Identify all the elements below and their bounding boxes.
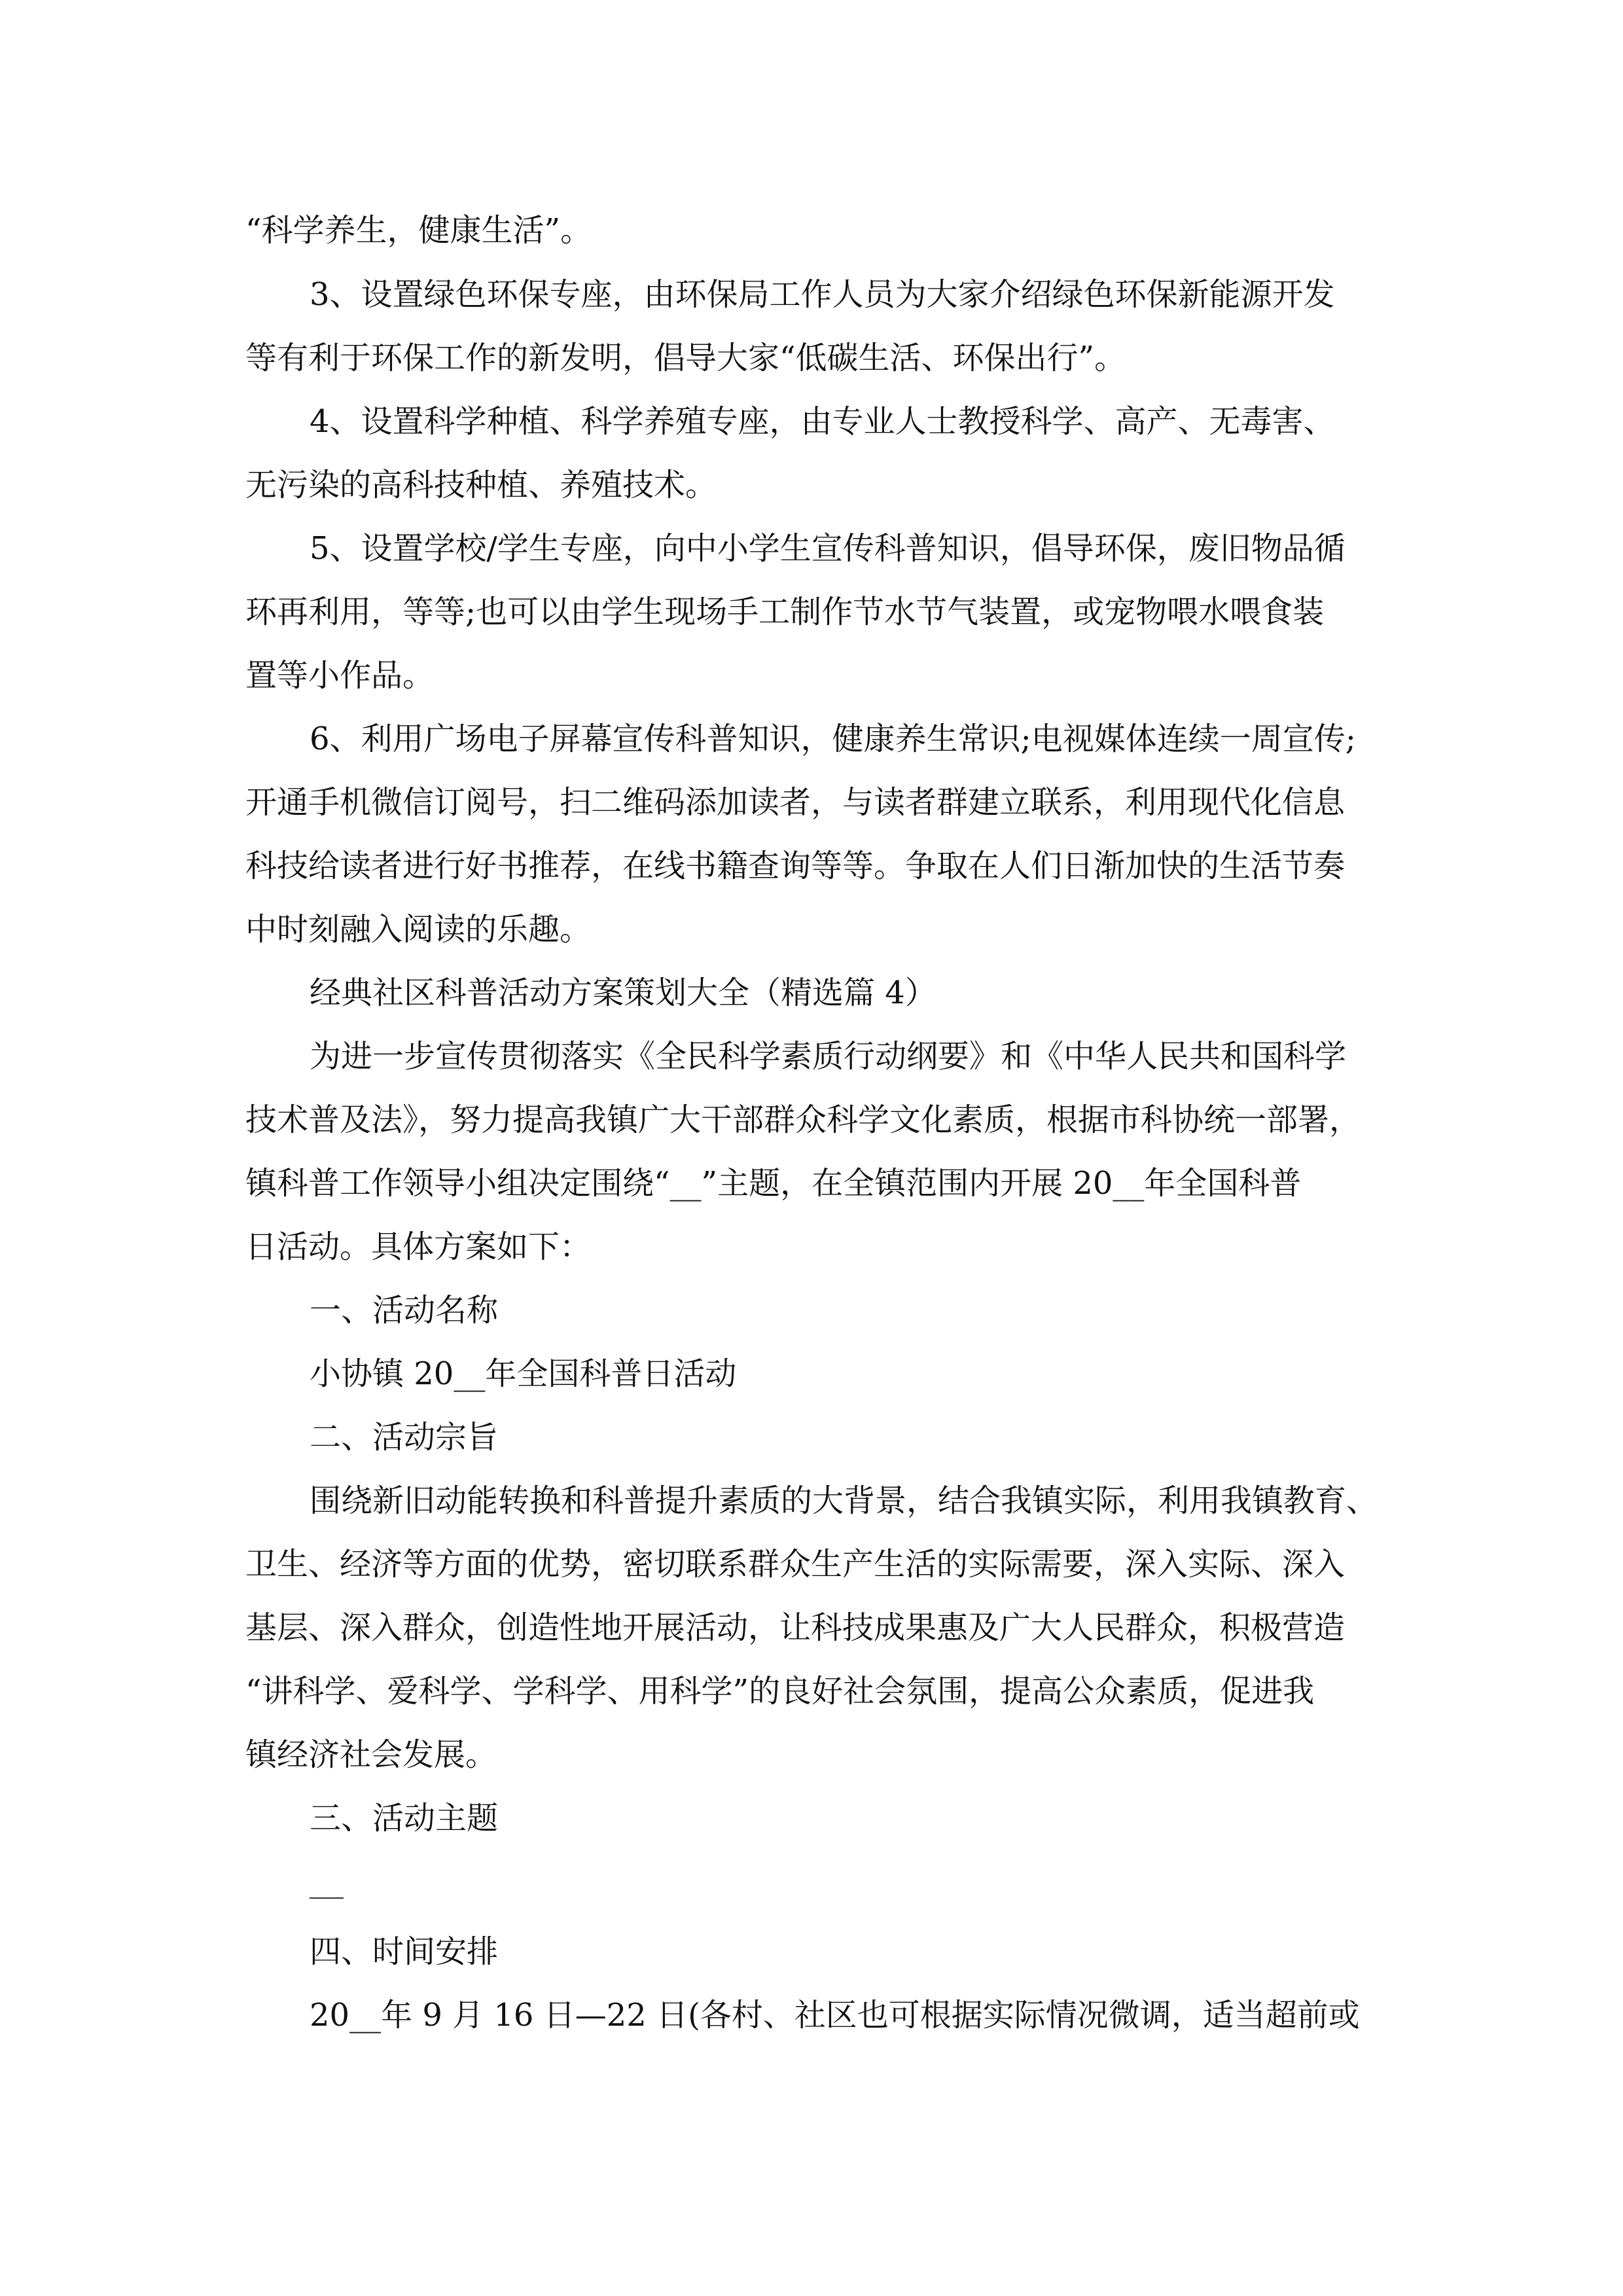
text-line: 卫生、经济等方面的优势，密切联系群众生产生活的实际需要，深入实际、深入 — [245, 1546, 1346, 1583]
text-line: 为进一步宣传贯彻落实《全民科学素质行动纲要》和《中华人民共和国科学 — [310, 1038, 1347, 1075]
text-line: 围绕新旧动能转换和科普提升素质的大背景，结合我镇实际，利用我镇教育、 — [310, 1482, 1378, 1519]
text-line: 技术普及法》，努力提高我镇广大干部群众科学文化素质，根据市科协统一部署， — [245, 1102, 1361, 1138]
text-line: 环再利用，等等;也可以由学生现场手工制作节水节气装置，或宠物喂水喂食装 — [245, 594, 1325, 630]
text-line: 开通手机微信订阅号，扫二维码添加读者，与读者群建立联系，利用现代化信息 — [245, 784, 1346, 821]
text-line: 日活动。具体方案如下： — [245, 1229, 592, 1265]
section-title: 经典社区科普活动方案策划大全（精选篇 4） — [310, 975, 936, 1011]
text-line: 4、设置科学种植、科学养殖专座，由专业人士教授科学、高产、无毒害、 — [310, 403, 1335, 440]
text-line: 基层、深入群众，创造性地开展活动，让科技成果惠及广大人民群众，积极营造 — [245, 1609, 1346, 1646]
text-line: 20__年 9 月 16 日—22 日(各村、社区也可根据实际情况微调，适当超前或 — [310, 1997, 1360, 2034]
text-line: 镇科普工作领导小组决定围绕“__”主题，在全镇范围内开展 20__年全国科普 — [245, 1165, 1302, 1202]
text-line: 等有利于环保工作的新发明，倡导大家“低碳生活、环保出行”。 — [245, 340, 1126, 376]
text-line: “科学养生，健康生活”。 — [245, 212, 592, 249]
text-line: 镇经济社会发展。 — [245, 1736, 497, 1773]
text-line: 小协镇 20__年全国科普日活动 — [310, 1355, 737, 1392]
text-line: 无污染的高科技种植、养殖技术。 — [245, 467, 717, 503]
text-line: 中时刻融入阅读的乐趣。 — [245, 911, 592, 948]
heading-schedule: 四、时间安排 — [310, 1933, 499, 1970]
text-line: 3、设置绿色环保专座，由环保局工作人员为大家介绍绿色环保新能源开发 — [310, 276, 1335, 313]
text-line: “讲科学、爱科学、学科学、用科学”的良好社会氛围，提高公众素质，促进我 — [245, 1673, 1315, 1710]
theme-blank — [310, 1897, 344, 1899]
text-line: 5、设置学校/学生专座，向中小学生宣传科普知识，倡导环保，废旧物品循 — [310, 530, 1346, 567]
heading-activity-theme: 三、活动主题 — [310, 1800, 499, 1837]
text-line: 置等小作品。 — [245, 657, 435, 694]
text-line: 科技给读者进行好书推荐，在线书籍查询等等。争取在人们日渐加快的生活节奏 — [245, 848, 1346, 884]
heading-activity-purpose: 二、活动宗旨 — [310, 1419, 499, 1456]
text-line: 6、利用广场电子屏幕宣传科普知识，健康养生常识;电视媒体连续一周宣传; — [310, 721, 1356, 757]
heading-activity-name: 一、活动名称 — [310, 1292, 499, 1329]
